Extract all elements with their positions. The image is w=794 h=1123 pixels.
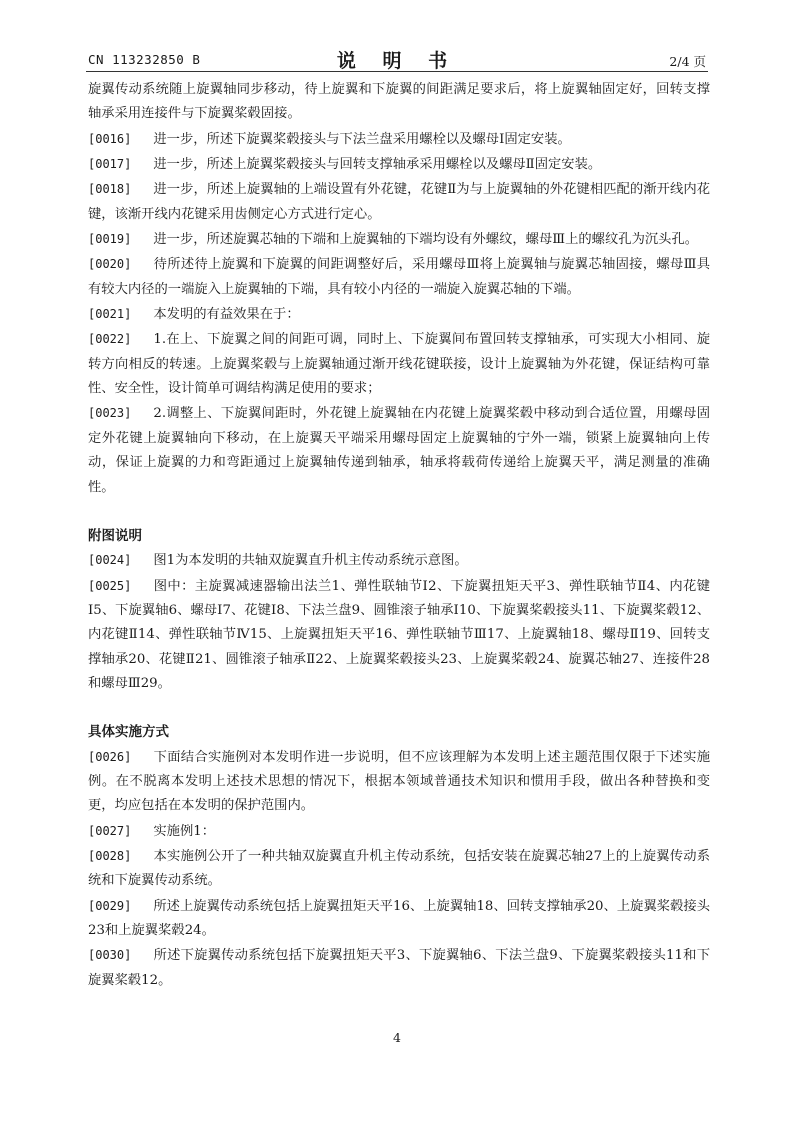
paragraph-text: 1.在上、下旋翼之间的间距可调，同时上、下旋翼间布置回转支撑轴承，可实现大小相同、旋转方向相反的转速。上旋翼桨毂与上旋翼轴通过渐开线花键联接，设计上旋翼轴为外花键，保证结构可靠性、安全性，设计简单可调结构满足使用的要求； [88,332,710,397]
section-heading: 附图说明 [88,527,142,544]
header-divider [86,71,708,72]
paragraph-number: [0030] [88,948,132,963]
section-spacer [88,500,710,524]
numbered-paragraph [88,819,710,844]
paragraph-number: [0018] [88,182,132,197]
section-spacer [88,696,710,720]
paragraph-text: 进一步，所述旋翼芯轴的下端和上旋翼轴的下端均设有外螺纹，螺母Ⅲ上的螺纹孔为沉头孔。 [153,232,699,248]
paragraph-text: 进一步，所述上旋翼轴的上端设置有外花键，花键Ⅱ为与上旋翼轴的外花键相匹配的渐开线内花键，该渐开线内花键采用齿侧定心方式进行定心。 [88,182,710,222]
paragraph-number: [0019] [88,232,132,247]
numbered-paragraph [88,177,710,227]
paragraph-text: 图中：主旋翼减速器输出法兰1、弹性联轴节Ⅰ2、下旋翼扭矩天平3、弹性联轴节Ⅱ4、内花键Ⅰ5、下旋翼轴6、螺母Ⅰ7、花键Ⅰ8、下法兰盘9、圆锥滚子轴承Ⅰ10、下旋翼桨毂接头11、下旋翼桨毂12、内花键Ⅱ14、弹性联轴节Ⅳ15、上旋翼扭矩天平16、弹性联轴节Ⅲ17、上旋翼轴18、螺母Ⅱ19、回转支撑轴承20、花键Ⅱ21、圆锥滚子轴承Ⅱ22、上旋翼桨毂接头23、上旋翼桨毂24、旋翼芯轴27、连接件28和螺母Ⅲ29。 [88,578,710,691]
paragraph-text: 本发明的有益效果在于： [153,307,300,323]
numbered-paragraph [88,302,710,327]
numbered-paragraph [88,152,710,177]
paragraph-number: [0029] [88,898,132,913]
paragraph-number: [0027] [88,823,132,838]
numbered-paragraph [88,745,710,819]
paragraph-number: [0016] [88,131,132,146]
document-title: 说 明 书 [336,50,458,72]
numbered-paragraph [88,327,710,401]
numbered-paragraph [88,227,710,252]
paragraph-number: [0023] [88,406,132,421]
paragraph-text: 本实施例公开了一种共轴双旋翼直升机主传动系统，包括安装在旋翼芯轴27上的上旋翼传动系统和下旋翼传动系统。 [88,848,710,889]
page-info: 2/4 页 [669,54,706,69]
paragraph-number: [0024] [88,553,132,568]
numbered-paragraph [88,401,710,499]
document-body [88,78,710,993]
paragraph-number: [0028] [88,848,132,863]
paragraph-text: 下面结合实施例对本发明作进一步说明，但不应该理解为本发明上述主题范围仅限于下述实施例。在不脱离本发明上述技术思想的情况下，根据本领域普通技术知识和惯用手段，做出各种替换和变更，均应包括在本发明的保护范围内。 [88,749,710,814]
paragraph-text: 所述下旋翼传动系统包括下旋翼扭矩天平3、下旋翼轴6、下法兰盘9、下旋翼桨毂接头11和下旋翼桨毂12。 [88,948,710,988]
paragraph-text: 2.调整上、下旋翼间距时，外花键上旋翼轴在内花键上旋翼桨毂中移动到合适位置，用螺母固定外花键上旋翼轴向下移动，在上旋翼天平端采用螺母固定上旋翼轴的宁外一端，锁紧上旋翼轴向上传动，保证上旋翼的力和弯距通过上旋翼轴传递到轴承，轴承将载荷传递给上旋翼天平，满足测量的准确性。 [88,406,710,495]
page-number: 4 [393,1030,401,1045]
numbered-paragraph [88,548,710,573]
paragraph-number: [0017] [88,157,132,172]
paragraph-number: [0020] [88,257,132,272]
paragraph-number: [0026] [88,749,132,764]
paragraph-text: 实施例1： [153,823,216,839]
section-heading: 具体实施方式 [88,724,169,741]
continued-paragraph: 旋翼传动系统随上旋翼轴同步移动，待上旋翼和下旋翼的间距满足要求后，将上旋翼轴固定好，回转支撑轴承采用连接件与下旋翼桨毂固接。 [88,82,710,122]
numbered-paragraph [88,574,710,697]
numbered-paragraph [88,252,710,302]
paragraph-number: [0022] [88,332,132,347]
paragraph-number: [0025] [88,578,132,593]
paragraph-text: 所述上旋翼传动系统包括上旋翼扭矩天平16、上旋翼轴18、回转支撑轴承20、上旋翼桨毂接头23和上旋翼桨毂24。 [88,898,710,938]
paragraph-text: 待所述待上旋翼和下旋翼的间距调整好后，采用螺母Ⅲ将上旋翼轴与旋翼芯轴固接，螺母Ⅲ具有较大内径的一端旋入上旋翼轴的下端，具有较小内径的一端旋入旋翼芯轴的下端。 [88,257,710,297]
numbered-paragraph [88,894,710,944]
paragraph-text: 进一步，所述上旋翼桨毂接头与回转支撑轴承采用螺栓以及螺母Ⅱ固定安装。 [153,157,602,173]
paragraph-text: 图1为本发明的共轴双旋翼直升机主传动系统示意图。 [153,553,468,569]
paragraph-number: [0021] [88,307,132,322]
paragraph-text: 进一步，所述下旋翼桨毂接头与下法兰盘采用螺栓以及螺母Ⅰ固定安装。 [153,131,571,147]
numbered-paragraph [88,943,710,993]
numbered-paragraph [88,844,710,894]
publication-number: CN 113232850 B [88,52,201,67]
numbered-paragraph [88,127,710,152]
